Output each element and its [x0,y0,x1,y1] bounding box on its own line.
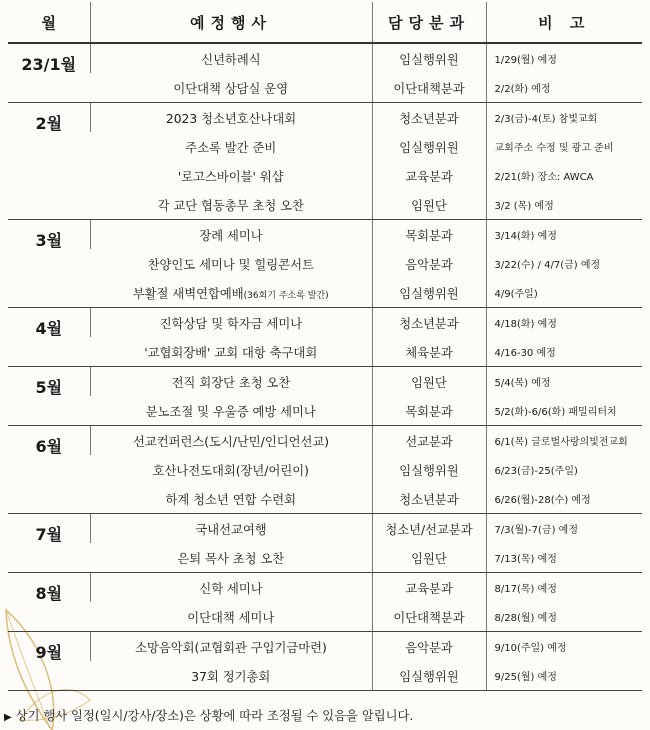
month-cell: 8월 [8,573,90,632]
table-row [8,278,642,308]
dept-cell: 임실행위원 [372,43,486,73]
table-row [8,573,642,603]
table-row [8,514,642,544]
event-cell [90,455,372,484]
event-name: 이단대책 상담실 운영 [173,81,289,96]
note-cell: 교회주소 수정 및 광고 준비 [486,132,642,161]
note-cell: 6/1(목) 글로벌사랑의빛전교회 [486,426,642,456]
dept-cell: 임실행위원 [372,278,486,308]
event-cell [90,573,372,603]
dept-cell: 목회분과 [372,396,486,426]
note-cell: 2/21(화) 장소: AWCA [486,161,642,190]
table-row [8,43,642,73]
table-row [8,73,642,103]
dept-cell: 이단대책분과 [372,73,486,103]
note-cell: 9/25(월) 예정 [486,661,642,691]
event-cell [90,43,372,73]
note-cell: 1/29(월) 예정 [486,43,642,73]
dept-cell: 교육분과 [372,573,486,603]
note-cell: 3/14(화) 예정 [486,220,642,250]
event-name: 진학상담 및 학자금 세미나 [159,316,303,331]
event-cell [90,396,372,426]
event-name: 37회 정기총회 [191,669,271,684]
event-name: 주소록 발간 준비 [185,140,277,155]
dept-cell: 체육분과 [372,337,486,367]
dept-cell: 선교분과 [372,426,486,456]
header-note: 비 고 [486,2,642,43]
table-row [8,661,642,691]
schedule-table [8,2,642,691]
event-name: 전직 회장단 초청 오찬 [171,375,291,390]
event-name: 신학 세미나 [199,581,263,596]
month-cell: 3월 [8,220,90,308]
dept-cell: 청소년/선교분과 [372,514,486,544]
table-row [8,220,642,250]
event-cell [90,632,372,662]
note-cell: 7/13(목) 예정 [486,543,642,573]
table-row [8,308,642,338]
dept-cell: 이단대책분과 [372,602,486,632]
event-name: 선교컨퍼런스(도시/난민/인디언선교) [132,434,330,449]
footer-notice [4,706,413,724]
note-cell: 5/4(목) 예정 [486,367,642,397]
header-dept: 담당분과 [372,2,486,43]
event-name: 2023 청소년호산나대회 [165,111,297,126]
table-row [8,367,642,397]
table-row [8,426,642,456]
dept-cell: 청소년분과 [372,484,486,514]
event-name: 이단대책 세미나 [187,610,275,625]
note-cell: 5/2(화)-6/6(화) 패밀리터치 [486,396,642,426]
dept-cell: 음악분과 [372,249,486,278]
header-event: 예정행사 [90,2,372,43]
month-cell: 7월 [8,514,90,573]
event-cell [90,514,372,544]
event-cell [90,543,372,573]
dept-cell: 목회분과 [372,220,486,250]
event-cell [90,484,372,514]
note-cell: 3/22(수) / 4/7(금) 예정 [486,249,642,278]
dept-cell: 교육분과 [372,161,486,190]
dept-cell: 임실행위원 [372,455,486,484]
event-cell [90,337,372,367]
table-row [8,543,642,573]
event-cell [90,661,372,691]
dept-cell: 음악분과 [372,632,486,662]
month-cell: 23/1월 [8,43,90,103]
event-cell [90,220,372,250]
header-month: 월 [8,2,90,43]
triangle-right-icon: ▶ [4,712,12,723]
event-name: 국내선교여행 [195,522,267,537]
event-name: 찬양인도 세미나 및 힐링콘서트 [147,257,314,272]
event-name: 장례 세미나 [199,228,263,243]
table-row [8,602,642,632]
note-cell: 8/28(월) 예정 [486,602,642,632]
event-name: 신년하례식 [201,52,261,67]
dept-cell: 임실행위원 [372,661,486,691]
dept-cell: 청소년분과 [372,308,486,338]
note-cell: 6/23(금)-25(주일) [486,455,642,484]
note-cell: 9/10(주일) 예정 [486,632,642,662]
event-name: 분노조절 및 우울증 예방 세미나 [145,404,316,419]
event-cell [90,367,372,397]
dept-cell: 임실행위원 [372,132,486,161]
event-cell [90,103,372,133]
month-cell: 2월 [8,103,90,220]
event-cell [90,308,372,338]
table-row [8,132,642,161]
event-cell [90,190,372,220]
dept-cell: 임원단 [372,543,486,573]
table-row [8,455,642,484]
note-cell: 4/18(화) 예정 [486,308,642,338]
month-cell: 5월 [8,367,90,426]
table-row [8,249,642,278]
event-name: 호산나전도대회(장년/어린이) [152,463,309,478]
dept-cell: 임원단 [372,190,486,220]
event-cell [90,249,372,278]
event-cell [90,426,372,456]
event-name: '교협회장배' 교회 대항 축구대회 [144,345,318,360]
dept-cell: 임원단 [372,367,486,397]
table-row [8,161,642,190]
table-row [8,396,642,426]
month-cell: 4월 [8,308,90,367]
table-row [8,103,642,133]
note-cell: 4/16-30 예정 [486,337,642,367]
event-cell [90,73,372,103]
event-name: 하계 청소년 연합 수련회 [165,492,296,507]
event-name: 은퇴 목사 초청 오찬 [177,551,285,566]
dept-cell: 청소년분과 [372,103,486,133]
note-cell: 3/2 (목) 예정 [486,190,642,220]
note-cell: 2/3(금)-4(토) 참빛교회 [486,103,642,133]
event-subnote: (36회기 주소록 발간) [243,290,329,301]
month-cell: 9월 [8,632,90,691]
event-name: 부활절 새벽연합예배 [132,286,244,301]
event-cell [90,161,372,190]
event-name: 각 교단 협동총무 초청 오찬 [157,198,304,213]
note-cell: 8/17(목) 예정 [486,573,642,603]
table-row [8,337,642,367]
event-cell [90,602,372,632]
event-cell [90,132,372,161]
table-header-row [8,2,642,43]
table-row [8,484,642,514]
note-cell: 4/9(주일) [486,278,642,308]
table-row [8,190,642,220]
event-name: 소망음악회(교협회관 구입기금마련) [135,640,327,655]
event-cell [90,278,372,308]
note-cell: 7/3(월)-7(금) 예정 [486,514,642,544]
table-row [8,632,642,662]
note-cell: 2/2(화) 예정 [486,73,642,103]
note-cell: 6/26(월)-28(수) 예정 [486,484,642,514]
event-name: '로고스바이블' 워샵 [177,169,284,184]
month-cell: 6월 [8,426,90,514]
footer-text: 상기 행사 일정(일시/강사/장소)은 상황에 따라 조정될 수 있음을 알립니다. [15,709,414,723]
